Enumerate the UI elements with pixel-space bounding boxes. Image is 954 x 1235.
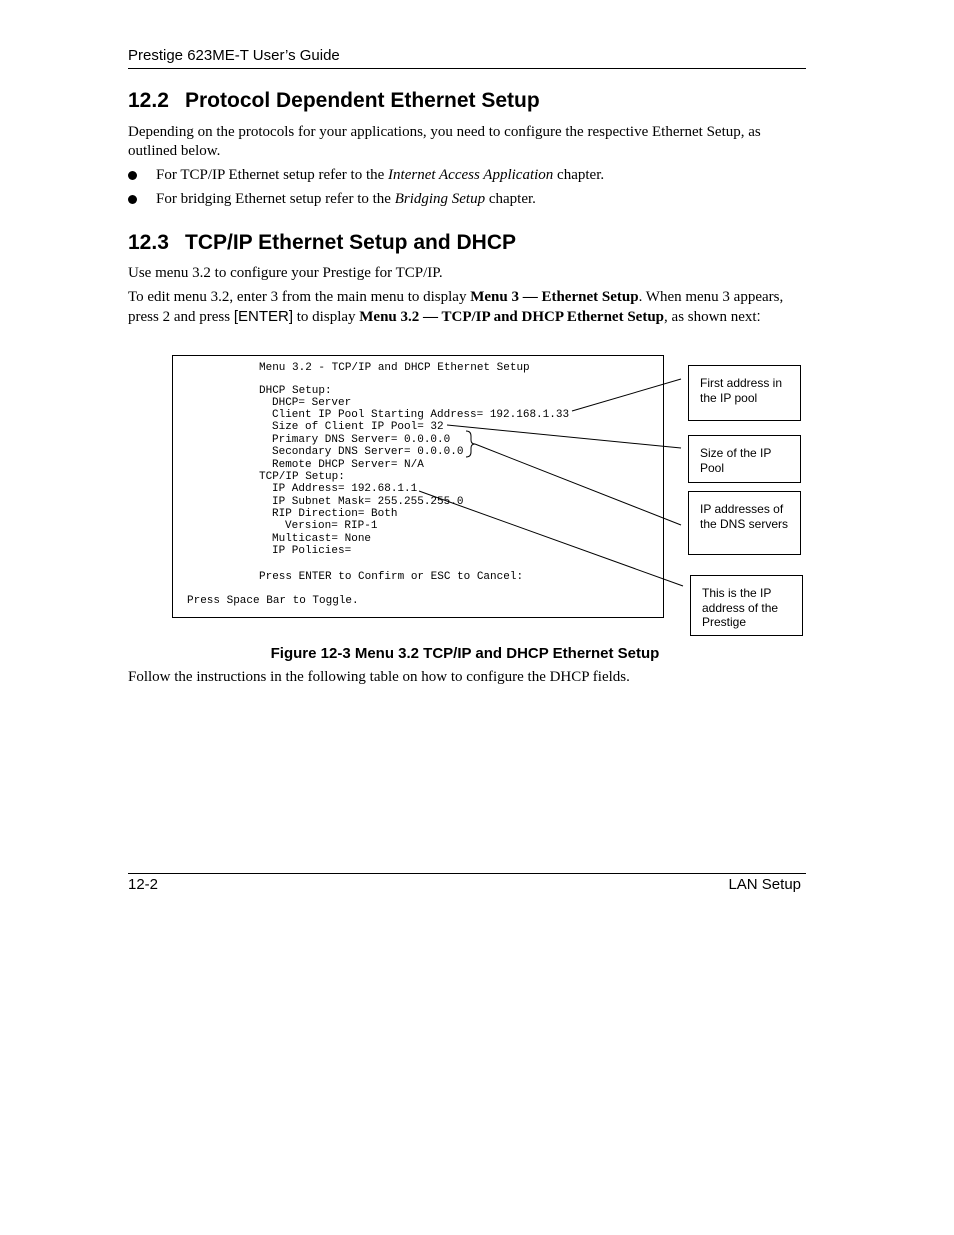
confirm-prompt: Press ENTER to Confirm or ESC to Cancel: (259, 571, 524, 583)
follow-instructions-text: Follow the instructions in the following table on how to configure the DHCP fields. (128, 669, 630, 685)
enter-key: [ENTER] (233, 308, 294, 325)
remote-dhcp-field: Remote DHCP Server= N/A (272, 459, 424, 471)
toggle-hint: Press Space Bar to Toggle. (187, 595, 359, 607)
ip-policies-field: IP Policies= (272, 545, 352, 557)
dhcp-field: DHCP= Server (272, 397, 352, 409)
callout-first-address: First address in the IP pool (688, 365, 801, 421)
rip-version-field: Version= RIP-1 (285, 520, 378, 532)
section-title: TCP/IP Ethernet Setup and DHCP (185, 231, 516, 254)
menu-title: Menu 3.2 - TCP/IP and DHCP Ethernet Setup (259, 362, 530, 374)
page-number: 12-2 (128, 876, 159, 893)
connector-pool-size (447, 425, 681, 448)
pool-start-field: Client IP Pool Starting Address= 192.168.1.33 (272, 409, 570, 421)
callout-pool-size: Size of the IP Pool (688, 435, 801, 483)
connector-prestige-ip (419, 491, 683, 586)
multicast-field: Multicast= None (272, 533, 372, 545)
running-header: Prestige 623ME-T User’s Guide (128, 47, 340, 64)
connector-dns (475, 444, 681, 525)
footer-section: LAN Setup (728, 876, 801, 893)
tcpip-setup-label: TCP/IP Setup: (259, 471, 345, 483)
section-12-2-intro: Depending on the protocols for your applications, you need to configure the respective Ethernet Setup, as outlined below. (128, 124, 761, 159)
chapter-ref: Internet Access Application (388, 167, 554, 183)
connector-first-address (572, 379, 681, 411)
section-number: 12.3 (128, 231, 169, 254)
primary-dns-field: Primary DNS Server= 0.0.0.0 (272, 434, 451, 446)
chapter-ref: Bridging Setup (394, 191, 486, 207)
figure-caption: Figure 12-3 Menu 3.2 TCP/IP and DHCP Ethernet Setup (270, 645, 660, 662)
footer-rule (128, 873, 806, 874)
ip-address-field: IP Address= 192.68.1.1 (272, 483, 418, 495)
secondary-dns-field: Secondary DNS Server= 0.0.0.0 (272, 446, 464, 458)
callout-dns: IP addresses of the DNS servers (688, 491, 801, 555)
pool-size-field: Size of Client IP Pool= 32 (272, 421, 444, 433)
section-title: Protocol Dependent Ethernet Setup (185, 89, 540, 112)
section-12-3-p2: To edit menu 3.2, enter 3 from the main menu to display Menu 3 — Ethernet Setup. When menu 3 appears, press 2 and press [ENTER] to display Menu 3.2 — TCP/IP and DHCP Ethernet Setup, as shown next: (128, 289, 784, 325)
dhcp-setup-label: DHCP Setup: (259, 385, 332, 397)
section-12-3-p1: Use menu 3.2 to configure your Prestige for TCP/IP. (128, 265, 443, 281)
section-number: 12.2 (128, 89, 169, 112)
rip-direction-field: RIP Direction= Both (272, 508, 398, 520)
dns-brace (466, 431, 475, 457)
callout-prestige-ip: This is the IP address of the Prestige (690, 575, 803, 636)
subnet-mask-field: IP Subnet Mask= 255.255.255.0 (272, 496, 464, 508)
